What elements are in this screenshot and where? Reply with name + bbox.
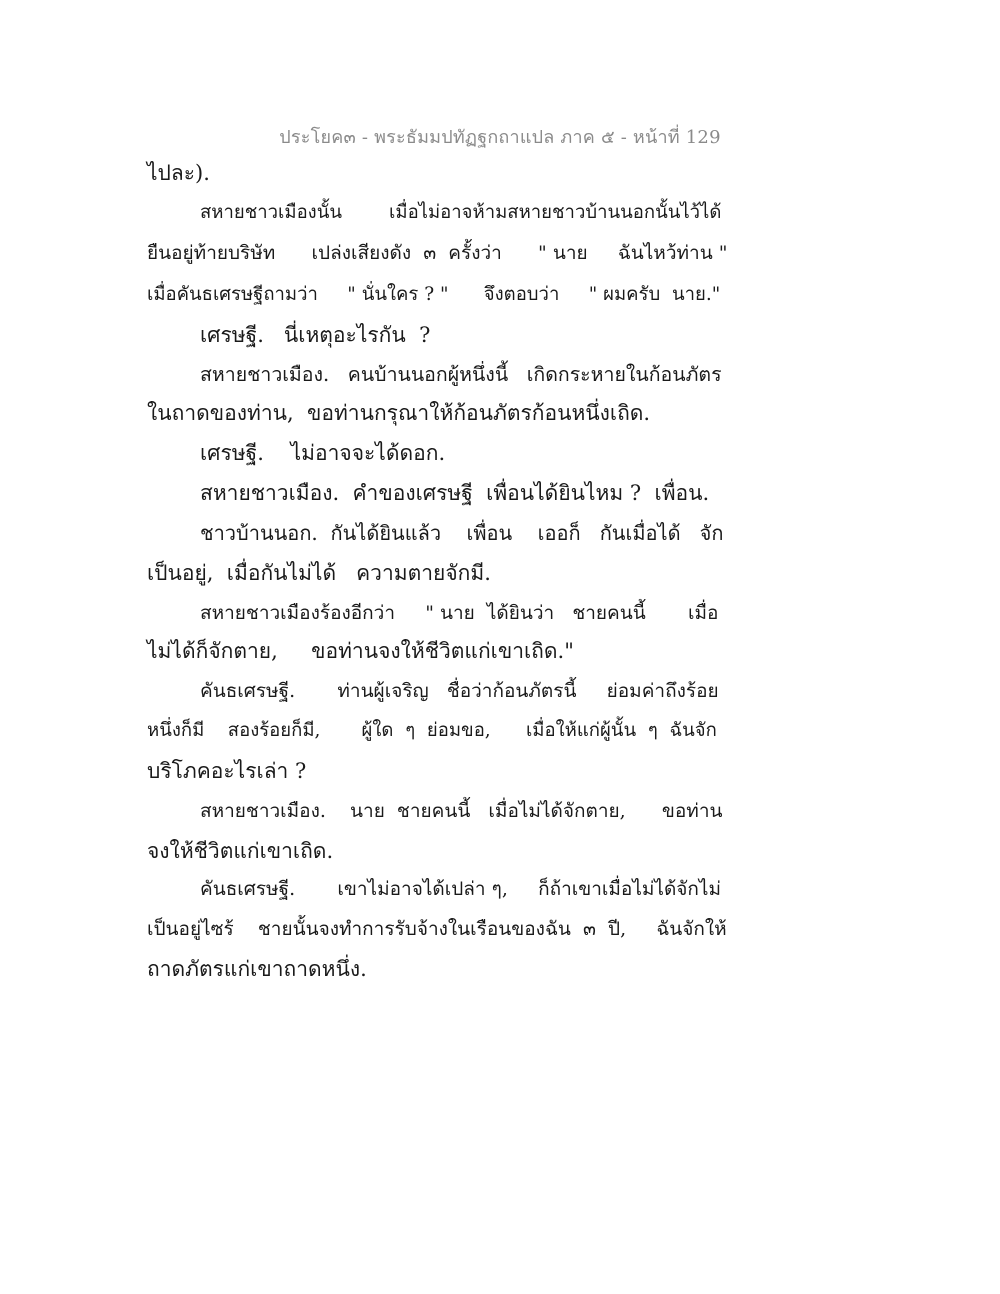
text-line-17: สหายชาวเมือง. นาย ชายคนนี้ เมื่อไม่ได้จักตาย, ขอท่าน [200, 800, 723, 822]
text-line-6: สหายชาวเมือง. คนบ้านนอกผู้หนึ่งนี้ เกิดกระหายในก้อนภัตร [200, 363, 722, 386]
text-line-7: ในถาดของท่าน, ขอท่านกรุณาให้ก้อนภัตรก้อนหนึ่งเถิด. [147, 401, 651, 425]
text-line-5: เศรษฐี. นี่เหตุอะไรกัน ? [200, 323, 431, 347]
text-line-16: บริโภคอะไรเล่า ? [147, 759, 307, 783]
text-line-13: ไม่ได้ก็จักตาย, ขอท่านจงให้ชีวิตแก่เขาเถิด." [147, 639, 574, 663]
text-line-12: สหายชาวเมืองร้องอีกว่า " นาย ได้ยินว่า ชายคนนี้ เมื่อ [200, 602, 719, 624]
text-line-1: ไปละ). [147, 161, 210, 185]
text-line-19: คันธเศรษฐี. เขาไม่อาจได้เปล่า ๆ, ก็ถ้าเขาเมื่อไม่ได้จักไม่ [200, 878, 722, 900]
text-line-3: ยืนอยู่ท้ายบริษัท เปล่งเสียงดัง ๓ ครั้งว่า " นาย ฉันไหว้ท่าน " [147, 242, 728, 264]
text-line-20: เป็นอยู่ไซร้ ชายนั้นจงทำการรับจ้างในเรือนของฉัน ๓ ปี, ฉันจักให้ [147, 918, 727, 940]
text-line-14: คันธเศรษฐี. ท่านผู้เจริญ ชื่อว่าก้อนภัตรนี้ ย่อมค่าถึงร้อย [200, 680, 719, 702]
text-line-8: เศรษฐี. ไม่อาจจะได้ดอก. [200, 441, 446, 465]
text-line-21: ถาดภัตรแก่เขาถาดหนึ่ง. [147, 957, 367, 981]
text-line-9: สหายชาวเมือง. คำของเศรษฐี เพื่อนได้ยินไหม ? เพื่อน. [200, 481, 710, 505]
text-line-10: ชาวบ้านนอก. กันได้ยินแล้ว เพื่อน เออก็ กันเมื่อได้ จัก [200, 521, 724, 545]
text-line-15: หนึ่งก็มี สองร้อยก็มี, ผู้ใด ๆ ย่อมขอ, เมื่อให้แก่ผู้นั้น ๆ ฉันจัก [147, 720, 717, 741]
text-line-11: เป็นอยู่, เมื่อกันไม่ได้ ความตายจักมี. [147, 561, 491, 585]
text-line-18: จงให้ชีวิตแก่เขาเถิด. [147, 839, 334, 863]
text-line-2: สหายชาวเมืองนั้น เมื่อไม่อาจห้ามสหายชาวบ้านนอกนั้นไว้ได้ [200, 202, 722, 223]
page-header: ประโยค๓ - พระธัมมปทัฏฐกถาแปล ภาค ๕ - หน้าที่ 129 [279, 127, 721, 148]
text-line-4: เมื่อคันธเศรษฐีถามว่า " นั่นใคร ? " จึงตอบว่า " ผมครับ นาย." [147, 284, 721, 305]
